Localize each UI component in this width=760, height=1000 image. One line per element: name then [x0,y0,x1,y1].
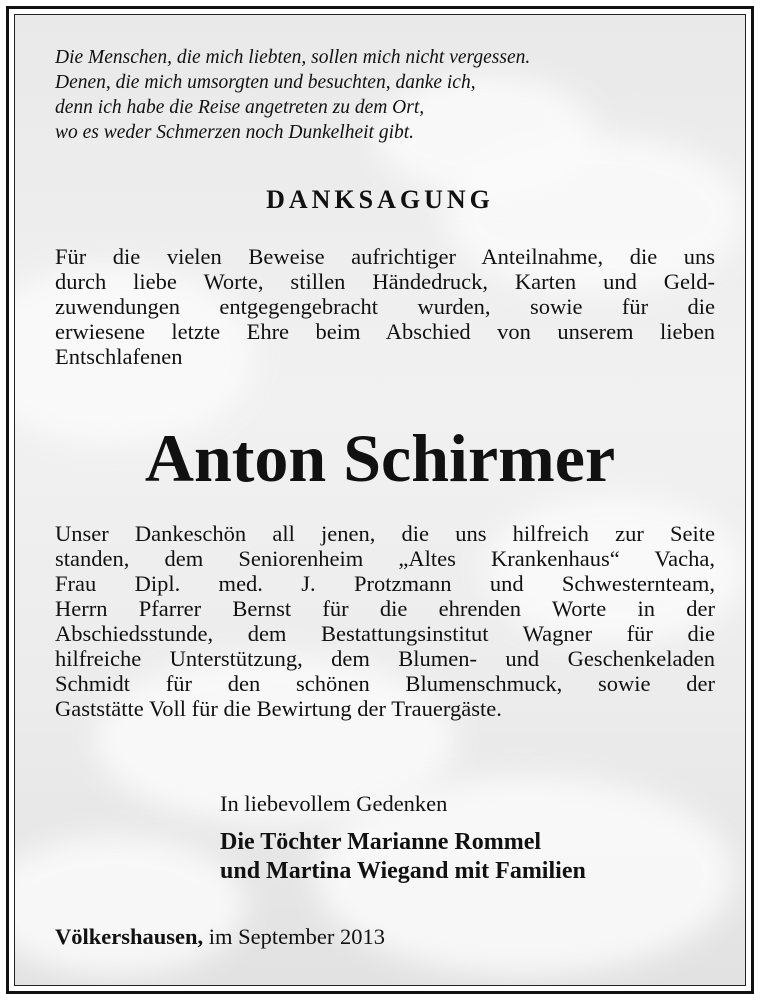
motto-line: Die Menschen, die mich liebten, sollen mich nicht vergessen. [55,47,531,68]
thanks-line: Unser Dankeschön all jenen, die uns hilfreich zur Seite [55,521,715,546]
thanks-line: Frau Dipl. med. J. Protzmann und Schwesternteam, [55,571,715,596]
intro-line: erwiesene letzte Ehre beim Abschied von unserem lieben [55,319,715,344]
thanks-line: standen, dem Seniorenheim „Altes Krankenhaus“ Vacha, [55,546,715,571]
thanks-line: Gaststätte Voll für die Bewirtung der Trauergäste. [55,696,502,721]
notice-content [15,15,745,985]
intro-line: durch liebe Worte, stillen Händedruck, Karten und Geld- [55,269,715,294]
notice-panel [14,14,746,986]
thanks-line: hilfreiche Unterstützung, dem Blumen- und Geschenkeladen [55,646,715,671]
notice-heading: DANKSAGUNG [266,185,494,214]
thanks-paragraph [55,521,715,721]
motto-quote [55,45,695,145]
signer-line: Die Töchter Marianne Rommel [220,829,542,855]
motto-line: denn ich habe die Reise angetreten zu dem Ort, [55,97,425,118]
motto-line: Denen, die mich umsorgten und besuchten, danke ich, [55,72,476,93]
intro-line: Entschlafenen [55,344,183,369]
memory-line: In liebevollem Gedenken [220,791,448,816]
place-date [55,924,385,950]
intro-paragraph [55,244,715,369]
thanks-line: Abschiedsstunde, dem Bestattungsinstitut Wagner für die [55,621,715,646]
place-name: Völkershausen, [55,924,204,949]
signers [220,828,586,886]
signer-line: und Martina Wiegand mit Familien [220,858,586,884]
motto-line: wo es weder Schmerzen noch Dunkelheit gibt. [55,122,415,143]
thanks-line: Schmidt für den schönen Blumenschmuck, sowie der [55,671,715,696]
thanks-line: Herrn Pfarrer Bernst für die ehrenden Worte in der [55,596,715,621]
intro-line: zuwendungen entgegengebracht wurden, sowie für die [55,294,715,319]
notice-frame [6,6,754,994]
date-text: im September 2013 [208,924,386,949]
deceased-name: Anton Schirmer [144,420,616,496]
intro-line: Für die vielen Beweise aufrichtiger Anteilnahme, die uns [55,244,715,269]
